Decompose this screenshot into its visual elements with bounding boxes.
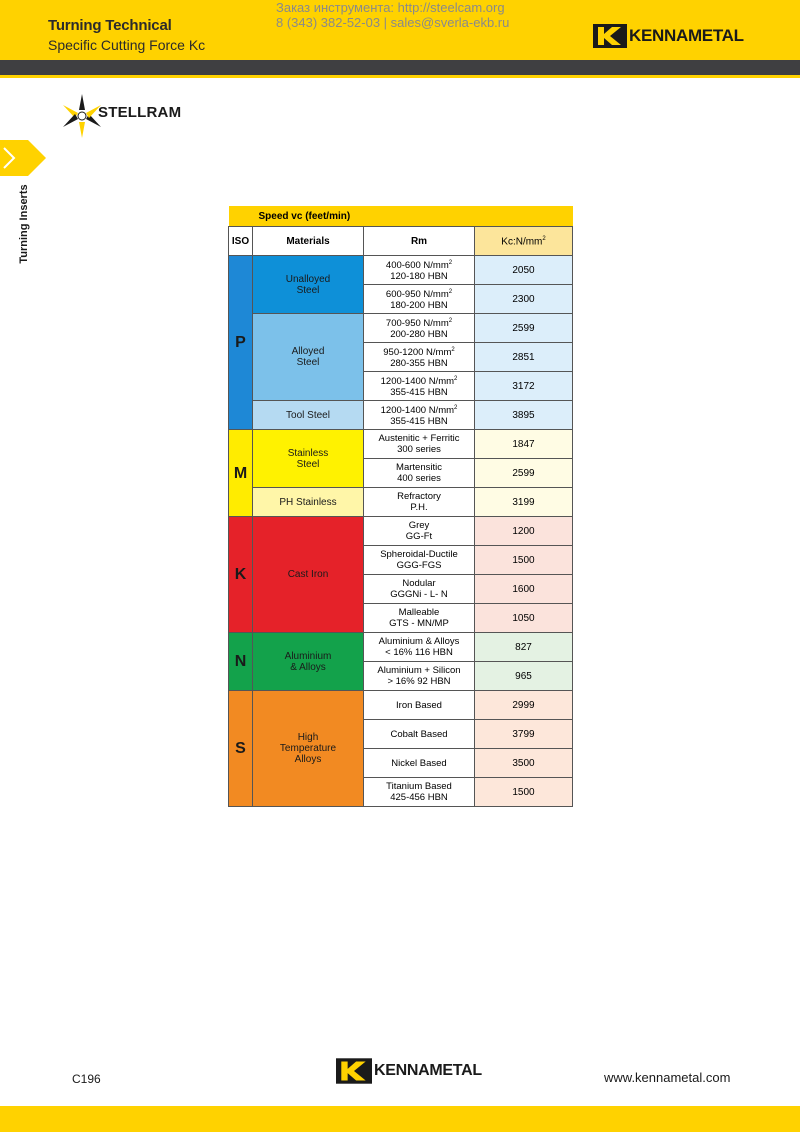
rm-line-1	[364, 491, 474, 502]
rm-line-1	[364, 665, 474, 676]
rm-line-2: 200-280 HBN	[390, 329, 448, 341]
kc-value-cell: 2599	[475, 314, 573, 343]
rm-line-2: 120-180 HBN	[390, 271, 448, 283]
rm-line-1	[364, 607, 474, 618]
kc-value-cell: 1600	[475, 575, 573, 604]
rm-line-2: P.H.	[410, 502, 428, 513]
rm-unit-sup: 2	[451, 346, 455, 353]
kc-value-cell: 3500	[475, 749, 573, 778]
page-subtitle: Specific Cutting Force Kc	[48, 37, 206, 53]
rm-cell	[364, 285, 475, 314]
header-divider	[0, 60, 800, 75]
rm-cell	[364, 430, 475, 459]
rm-cell	[364, 372, 475, 401]
rm-value: Refractory	[397, 491, 441, 502]
material-name-line: Cast Iron	[287, 569, 329, 580]
rm-value: Austenitic + Ferritic	[378, 433, 460, 444]
table-row	[229, 256, 573, 285]
rm-line-2: < 16% 116 HBN	[385, 647, 453, 658]
contact-order-link[interactable]: Заказ инструмента: http://steelcam.org	[276, 0, 505, 15]
kennametal-footer-logo	[336, 1058, 482, 1084]
rm-line-2: GGG-FGS	[396, 560, 442, 571]
rm-cell	[364, 488, 475, 517]
rm-value: Iron Based	[396, 699, 442, 711]
table-header-row	[229, 227, 573, 256]
kc-value-cell: 1200	[475, 517, 573, 546]
website-link[interactable]: www.kennametal.com	[604, 1070, 731, 1085]
material-cell	[253, 633, 364, 691]
material-name-line: Steel	[296, 284, 320, 296]
kc-value-cell: 1847	[475, 430, 573, 459]
rm-cell	[364, 633, 475, 662]
rm-line-2: GG-Ft	[405, 531, 433, 542]
material-cell	[253, 691, 364, 807]
rm-line-1	[364, 549, 474, 560]
header-accent-line	[0, 75, 800, 78]
table-row	[229, 401, 573, 430]
rm-value: Aluminium & Alloys	[378, 636, 460, 647]
rm-cell	[364, 749, 475, 778]
material-name-line: Tool Steel	[286, 409, 330, 421]
rm-line-1	[364, 758, 474, 769]
material-cell	[253, 430, 364, 488]
rm-value: 1200-1400 N/mm	[380, 405, 455, 417]
rm-line-1	[364, 781, 474, 792]
rm-line-1	[364, 636, 474, 647]
material-cell	[253, 256, 364, 314]
rm-value: Martensitic	[396, 462, 442, 473]
kc-value-cell: 2050	[475, 256, 573, 285]
rm-cell	[364, 662, 475, 691]
kennametal-wordmark: KENNAMETAL	[629, 26, 744, 45]
rm-cell	[364, 517, 475, 546]
rm-line-1	[364, 345, 474, 358]
material-name-line: Steel	[296, 357, 320, 368]
rm-line-2: 180-200 HBN	[390, 300, 448, 312]
rm-cell	[364, 575, 475, 604]
material-name-line: High	[297, 732, 319, 743]
kc-value-cell: 3199	[475, 488, 573, 517]
rm-line-1	[364, 316, 474, 329]
rm-line-2: 400 series	[397, 473, 441, 484]
rm-line-2: 355-415 HBN	[390, 387, 448, 399]
rm-unit-sup: 2	[454, 375, 458, 382]
iso-cell-s: S	[229, 691, 253, 807]
rm-value: 400-600 N/mm	[385, 260, 449, 272]
kc-value-cell: 3799	[475, 720, 573, 749]
kc-value-cell: 2300	[475, 285, 573, 314]
rm-value: 950-1200 N/mm	[383, 347, 452, 359]
rm-line-2: GTS - MN/MP	[389, 618, 449, 629]
rm-line-2: > 16% 92 HBN	[387, 676, 451, 687]
kc-value-cell: 1050	[475, 604, 573, 633]
rm-cell	[364, 778, 475, 807]
kc-value-cell: 2851	[475, 343, 573, 372]
rm-cell	[364, 314, 475, 343]
table-speed-header-row	[229, 206, 573, 227]
rm-line-1	[364, 520, 474, 531]
contact-phone-email[interactable]: 8 (343) 382-52-03 | sales@sverla-ekb.ru	[276, 15, 510, 30]
rm-value: 600-950 N/mm	[385, 289, 449, 301]
kennametal-logo	[593, 24, 744, 48]
rm-value: Nodular	[402, 578, 436, 589]
iso-cell-n: N	[229, 633, 253, 691]
kc-value-cell: 2599	[475, 459, 573, 488]
rm-value: Cobalt Based	[390, 728, 448, 740]
side-tab-chevron-icon	[0, 140, 46, 176]
table-row	[229, 691, 573, 720]
kc-value-cell: 1500	[475, 546, 573, 575]
table-row	[229, 633, 573, 662]
rm-cell	[364, 401, 475, 430]
rm-value: Titanium Based	[386, 781, 452, 792]
rm-line-1	[364, 578, 474, 589]
material-name-line: PH Stainless	[279, 496, 337, 508]
rm-line-1	[364, 258, 474, 271]
rm-value: Aluminium + Silicon	[377, 665, 461, 676]
table-row	[229, 488, 573, 517]
iso-cell-k: K	[229, 517, 253, 633]
table-row	[229, 314, 573, 343]
iso-cell-p: P	[229, 256, 253, 430]
side-tab	[12, 184, 36, 270]
speed-header: Speed vc (feet/min)	[229, 206, 573, 227]
kennametal-wordmark: KENNAMETAL	[374, 1062, 482, 1079]
rm-value: Grey	[408, 520, 430, 531]
footer-bar	[0, 1106, 800, 1132]
stellram-wordmark: STELLRAM	[98, 104, 182, 121]
rm-line-2: 355-415 HBN	[390, 416, 448, 428]
rm-cell	[364, 343, 475, 372]
rm-cell	[364, 720, 475, 749]
kc-table	[228, 206, 573, 807]
col-rm-header: Rm	[364, 227, 475, 256]
rm-unit-sup: 2	[448, 317, 453, 324]
col-materials-header: Materials	[253, 227, 364, 256]
col-kc-header	[475, 227, 573, 256]
rm-line-2: 425-456 HBN	[390, 792, 448, 803]
rm-line-1	[364, 729, 474, 740]
material-cell	[253, 401, 364, 430]
rm-cell	[364, 604, 475, 633]
material-cell	[253, 314, 364, 401]
rm-value: Nickel Based	[391, 757, 447, 769]
material-name-line: Aluminium	[284, 650, 332, 662]
kc-value-cell: 3172	[475, 372, 573, 401]
col-kc-label: Kc:N/mm	[501, 236, 543, 248]
side-tab-label: Turning Inserts	[18, 184, 30, 264]
rm-line-1	[364, 462, 474, 473]
kc-value-cell: 827	[475, 633, 573, 662]
rm-cell	[364, 459, 475, 488]
col-iso-header: ISO	[229, 227, 253, 256]
rm-line-1	[364, 374, 474, 387]
rm-unit-sup: 2	[454, 404, 458, 411]
rm-value: 1200-1400 N/mm	[380, 376, 455, 388]
table-body	[229, 256, 573, 807]
rm-cell	[364, 546, 475, 575]
rm-line-1	[364, 287, 474, 300]
table-row	[229, 430, 573, 459]
rm-line-1	[364, 403, 474, 416]
rm-value: Malleable	[398, 607, 440, 618]
material-cell	[253, 517, 364, 633]
material-name-line: Steel	[296, 458, 320, 470]
rm-cell	[364, 256, 475, 285]
stellram-logo	[62, 92, 102, 145]
page-code: C196	[72, 1072, 101, 1086]
rm-unit-sup: 2	[448, 259, 453, 266]
material-name-line: Unalloyed	[285, 273, 331, 285]
rm-line-2: GGGNi - L- N	[390, 589, 448, 600]
contact-block	[276, 0, 576, 30]
stellram-star-icon	[62, 92, 102, 140]
material-name-line: Alloyed	[291, 346, 325, 357]
rm-line-2: 280-355 HBN	[390, 358, 448, 370]
material-name-line: Temperature	[279, 743, 337, 754]
kc-table-container	[228, 206, 572, 807]
rm-line-1	[364, 433, 474, 444]
kennametal-k-icon	[336, 1058, 372, 1084]
rm-line-2: 300 series	[397, 444, 441, 455]
kc-value-cell: 3895	[475, 401, 573, 430]
rm-line-1	[364, 700, 474, 711]
kc-value-cell: 1500	[475, 778, 573, 807]
table-row	[229, 517, 573, 546]
material-name-line: & Alloys	[290, 661, 326, 673]
rm-cell	[364, 691, 475, 720]
material-name-line: Stainless	[287, 447, 329, 459]
col-kc-sup: 2	[542, 236, 546, 243]
rm-unit-sup: 2	[448, 288, 453, 295]
rm-value: Spheroidal-Ductile	[380, 549, 458, 560]
page-title: Turning Technical	[48, 17, 172, 34]
rm-value: 700-950 N/mm	[385, 318, 449, 330]
kc-value-cell: 2999	[475, 691, 573, 720]
material-cell	[253, 488, 364, 517]
iso-cell-m: M	[229, 430, 253, 517]
kennametal-k-icon	[593, 24, 627, 48]
kc-value-cell: 965	[475, 662, 573, 691]
material-name-line: Alloys	[294, 754, 322, 765]
